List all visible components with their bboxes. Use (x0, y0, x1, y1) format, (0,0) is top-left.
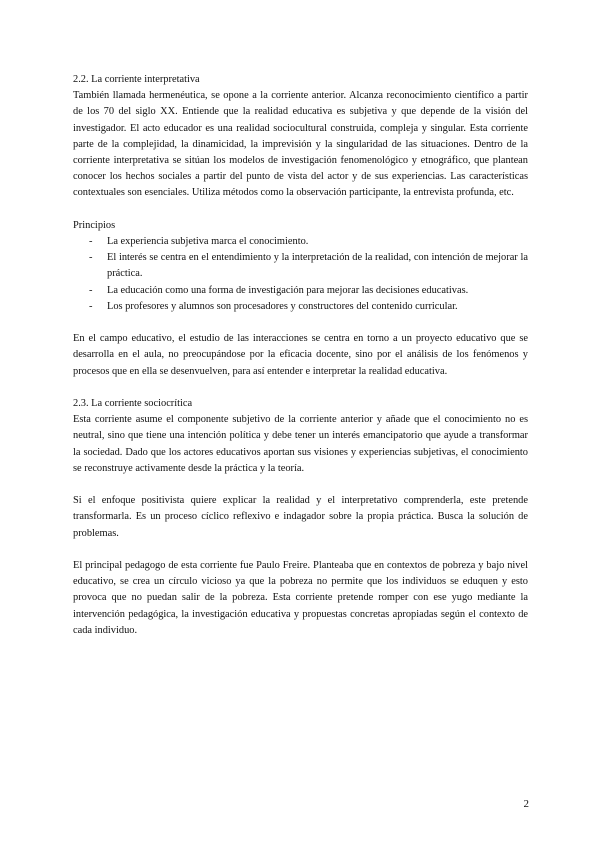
paragraph-sociocritica-3: El principal pedagogo de esta corriente fue Paulo Freire. Planteaba que en contextos de pobreza y bajo nivel educativo, se crea un círculo vicioso ya que la pobreza no permite que los individuos se eduquen y esto provoca que no puedan salir de la pobreza. Esta corriente pretende romper con ese yugo mediante la intervención pedagógica, la investigación educativa y propuestas concretas apropiadas según el contexto de cada individuo. (73, 560, 528, 636)
spacer (73, 315, 528, 331)
bullet-dash: - (89, 300, 93, 312)
bullet-dash: - (89, 284, 93, 296)
list-item (89, 250, 528, 282)
list-item (89, 234, 528, 250)
principle-text: La experiencia subjetiva marca el conocimiento. (107, 236, 309, 248)
section-heading-sociocritica: 2.3. La corriente sociocrítica (73, 398, 193, 410)
section-heading-interpretativa: 2.2. La corriente interpretativa (73, 74, 200, 85)
page-number: 2 (523, 798, 529, 810)
spacer (73, 202, 528, 218)
paragraph-sociocritica-2: Si el enfoque positivista quiere explicar la realidad y el interpretativo comprenderla, este pretende transformarla. Es un proceso cíclico reflexivo e indagador sobre la propia práctica. Busca la solución de problemas. (73, 495, 528, 539)
spacer (73, 380, 528, 396)
document-page (73, 72, 528, 639)
spacer (73, 477, 528, 493)
principle-text: Los profesores y alumnos son procesadores y constructores del contenido curricular. (107, 300, 458, 312)
list-item (89, 299, 528, 315)
bullet-dash: - (89, 252, 93, 264)
paragraph-interpretativa-closing: En el campo educativo, el estudio de las interacciones se centra en torno a un proyecto educativo que se desarrolla en el aula, no preocupándose por la eficacia docente, sino por el análisis de los fenómenos y procesos que en ella se desenvuelven, para así entender e interpretar la realidad educativa. (73, 333, 528, 377)
principles-list (73, 234, 528, 315)
bullet-dash: - (89, 236, 93, 248)
list-item (89, 283, 528, 299)
paragraph-sociocritica-1: Esta corriente asume el componente subjetivo de la corriente anterior y añade que el conocimiento no es neutral, sino que tiene una intención política y debe tener un interés emancipatorio que ayude a transformar la sociedad. Dado que los actores educativos aportan sus visiones y experiencias subjetivas, el conocimiento se reconstruye activamente desde la práctica y la teoría. (73, 414, 528, 474)
spacer (73, 542, 528, 558)
principle-text: El interés se centra en el entendimiento y la interpretación de la realidad, con intención de mejorar la práctica. (107, 252, 528, 280)
principles-label: Principios (73, 219, 116, 231)
paragraph-interpretativa-intro: También llamada hermenéutica, se opone a la corriente anterior. Alcanza reconocimiento científico a partir de los 70 del siglo XX. Entiende que la realidad educativa es subjetiva y que depende de la visión del investigador. El acto educador es una realidad sociocultural construida, compleja y singular. Esta corriente parte de la complejidad, la dinamicidad, la imprevisión y la singularidad de las situaciones. Dentro de la corriente interpretativa se sitúan los modelos de investigación fenomenológico y etnográfico, que plantean conocer los hechos sociales a partir del punto de vista del actor y de sus experiencias. Las características contextuales son esenciales. Utiliza métodos como la observación participante, la entrevista profunda, etc. (73, 90, 528, 199)
principle-text: La educación como una forma de investigación para mejorar las decisiones educativas. (107, 284, 469, 296)
